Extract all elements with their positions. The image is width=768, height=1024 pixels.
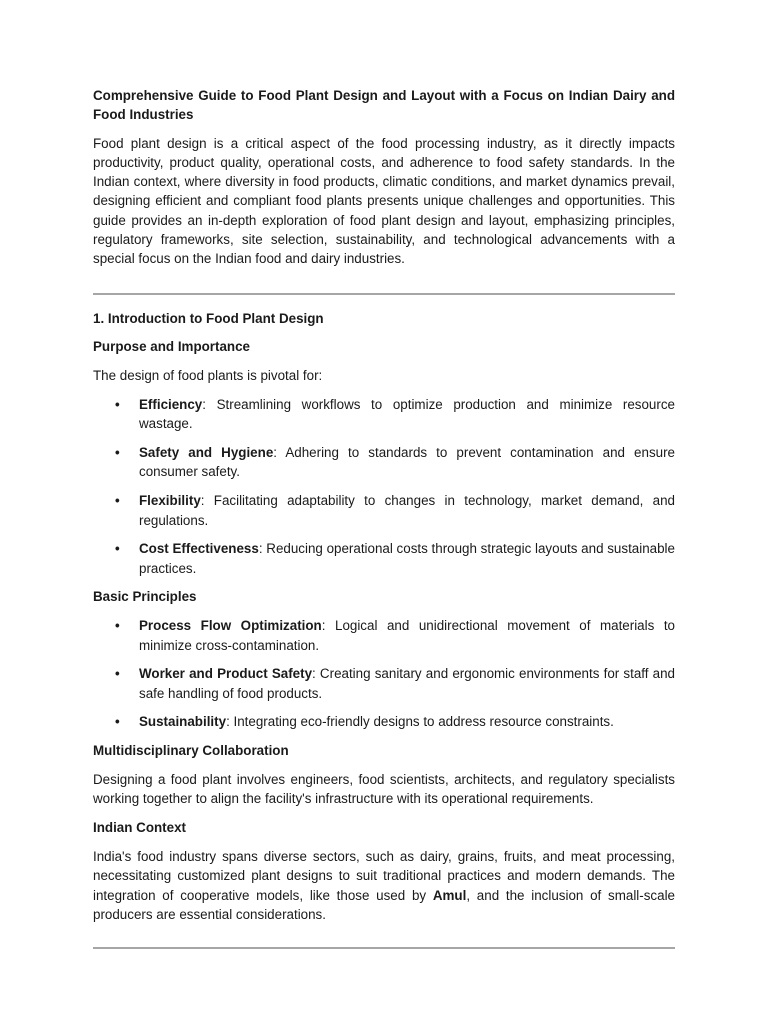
- list-item-term: Efficiency: [139, 397, 203, 413]
- list-item-term: Worker and Product Safety: [139, 666, 313, 682]
- list-item-term: Sustainability: [139, 714, 227, 730]
- purpose-list: [93, 395, 675, 578]
- document-page: [93, 86, 675, 963]
- bullet-icon: •: [115, 445, 120, 461]
- indian-text-before: India's food industry spans diverse sectors, such as dairy, grains, fruits, and meat processing, necessitating customized plant designs to suit traditional practices and modern demands. The integration of cooperative models, like those used by: [93, 848, 675, 903]
- bullet-icon: •: [115, 397, 120, 413]
- list-item-term: Safety and Hygiene: [139, 445, 274, 461]
- principles-list: [93, 616, 675, 731]
- subheading-purpose: Purpose and Importance: [93, 339, 250, 355]
- list-item-text: : Streamlining workflows to optimize production and minimize resource wastage.: [139, 397, 675, 432]
- bullet-icon: •: [115, 666, 120, 682]
- collaboration-paragraph: Designing a food plant involves engineers, food scientists, architects, and regulatory specialists working together to align the facility's infrastructure with its operational requirements.: [93, 772, 675, 807]
- list-item: [93, 712, 675, 731]
- intro-paragraph: Food plant design is a critical aspect of the food processing industry, as it directly impacts productivity, product quality, operational costs, and adherence to food safety standards. In the Indian context, where diversity in food products, climatic conditions, and market dynamics prevail, designing efficient and compliant food plants presents unique challenges and opportunities. This guide provides an in-depth exploration of food plant design and layout, emphasizing principles, regulatory frameworks, site selection, sustainability, and technological advancements with a special focus on the Indian food and dairy industries.: [93, 135, 675, 267]
- indian-text-after: , and the inclusion of small-scale producers are essential considerations.: [93, 887, 675, 922]
- purpose-lead: The design of food plants is pivotal for:: [93, 368, 323, 384]
- document-title: Comprehensive Guide to Food Plant Design and Layout with a Focus on Indian Dairy and Food Industries: [93, 88, 675, 123]
- list-item-term: Flexibility: [139, 493, 201, 509]
- section-divider: [93, 293, 675, 295]
- subheading-indian-context: Indian Context: [93, 820, 186, 836]
- subheading-basic-principles: Basic Principles: [93, 589, 197, 605]
- list-item-text: : Facilitating adaptability to changes in technology, market demand, and regulations.: [139, 493, 675, 528]
- subheading-multidisciplinary: Multidisciplinary Collaboration: [93, 743, 289, 759]
- bullet-icon: •: [115, 541, 120, 557]
- list-item-term: Cost Effectiveness: [139, 541, 259, 557]
- bullet-icon: •: [115, 493, 120, 509]
- list-item-term: Process Flow Optimization: [139, 618, 322, 634]
- list-item: [93, 395, 675, 434]
- section-divider: [93, 947, 675, 949]
- list-item: [93, 616, 675, 655]
- list-item-text: : Logical and unidirectional movement of materials to minimize cross-contamination.: [139, 618, 675, 653]
- list-item: [93, 664, 675, 703]
- amul-name: Amul: [432, 887, 467, 903]
- bullet-icon: •: [115, 618, 120, 634]
- list-item-text: : Integrating eco-friendly designs to address resource constraints.: [226, 714, 614, 730]
- list-item: [93, 443, 675, 482]
- list-item-text: : Reducing operational costs through strategic layouts and sustainable practices.: [139, 541, 675, 576]
- list-item: [93, 539, 675, 578]
- list-item: [93, 491, 675, 530]
- indian-context-paragraph: [93, 847, 675, 924]
- list-item-text: : Adhering to standards to prevent contamination and ensure consumer safety.: [139, 445, 675, 480]
- section-heading-introduction: 1. Introduction to Food Plant Design: [93, 310, 324, 326]
- list-item-text: : Creating sanitary and ergonomic environments for staff and safe handling of food products.: [139, 666, 675, 701]
- bullet-icon: •: [115, 714, 120, 730]
